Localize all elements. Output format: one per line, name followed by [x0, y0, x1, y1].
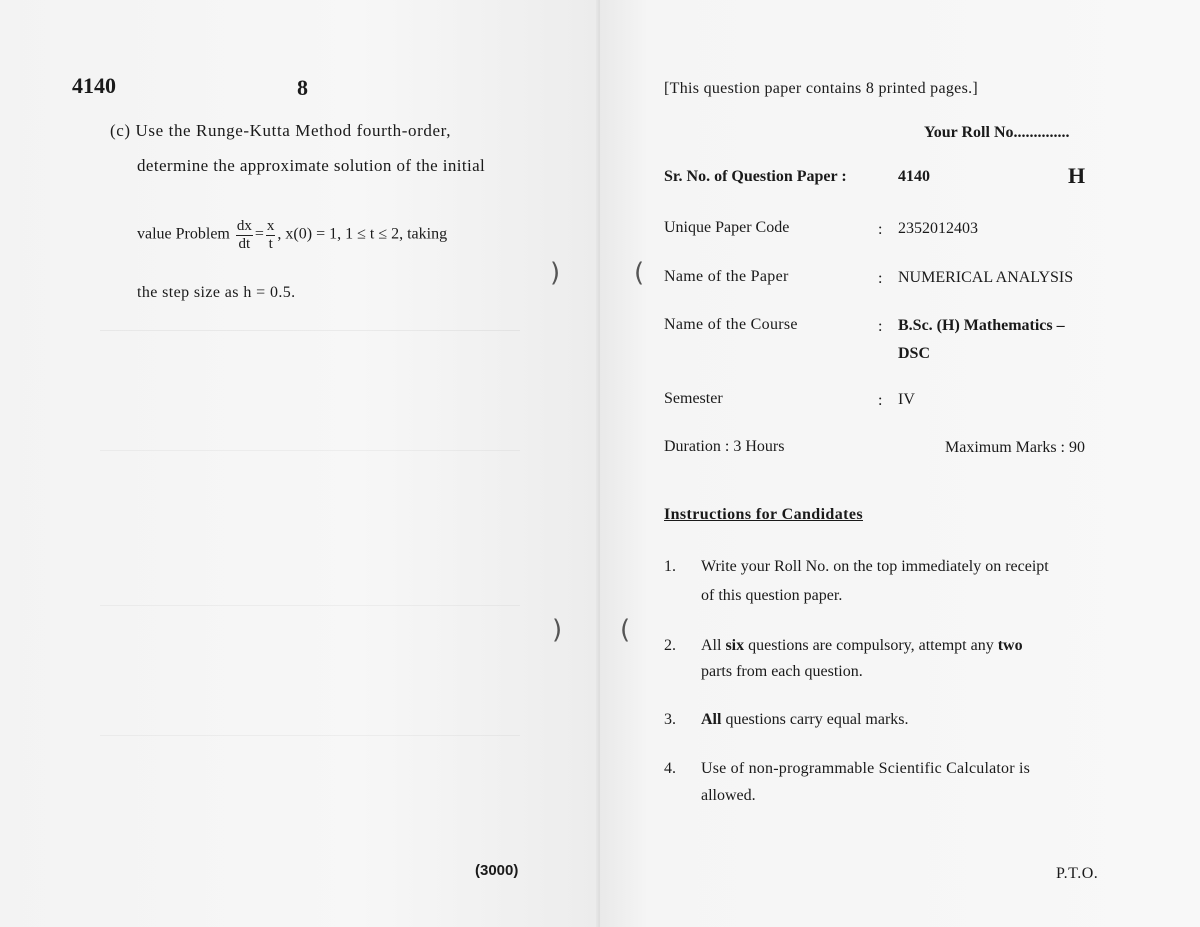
- instruction-text: All: [701, 637, 726, 654]
- field-label-unique-code: Unique Paper Code: [664, 219, 790, 236]
- instruction-3-line1: [701, 711, 909, 729]
- question-text: , x(0) = 1, 1 ≤ t ≤ 2, taking: [277, 225, 448, 243]
- instruction-text: questions carry equal marks.: [721, 711, 909, 728]
- instruction-1-line2: of this question paper.: [701, 587, 843, 604]
- fraction-denominator: dt: [238, 235, 251, 252]
- bleed-through-line: [100, 450, 520, 451]
- instruction-text: questions are compulsory, attempt any: [744, 637, 998, 654]
- question-label: (c): [110, 121, 131, 140]
- fraction-numerator: x: [266, 218, 275, 234]
- bleed-through-line: [100, 735, 520, 736]
- instruction-4-line1: Use of non-programmable Scientific Calculator is: [701, 760, 1031, 777]
- instruction-1-line1: Write your Roll No. on the top immediately on receipt: [701, 558, 1049, 575]
- instruction-number: 2.: [664, 637, 676, 654]
- punch-hole-icon: ): [550, 258, 561, 288]
- fraction-denominator: t: [268, 235, 273, 252]
- bleed-through-line: [100, 330, 520, 331]
- field-label-semester: Semester: [664, 390, 723, 407]
- duration: Duration : 3 Hours: [664, 438, 785, 455]
- fraction-x-t: [266, 218, 276, 252]
- set-letter: H: [1068, 163, 1086, 188]
- question-c-line3: [137, 218, 447, 252]
- fraction-dx-dt: [236, 218, 253, 252]
- page-number: 8: [297, 75, 308, 100]
- field-colon: :: [878, 318, 883, 335]
- question-c-line4: the step size as h = 0.5.: [137, 284, 296, 301]
- field-colon: :: [878, 392, 883, 409]
- field-label-course: Name of the Course: [664, 316, 798, 333]
- field-value-semester: IV: [898, 391, 915, 408]
- right-page: [600, 0, 1200, 927]
- punch-hole-icon: ): [552, 615, 563, 645]
- field-value-course: B.Sc. (H) Mathematics –: [898, 317, 1065, 334]
- equals-sign: =: [254, 225, 264, 243]
- field-colon: :: [878, 221, 883, 238]
- sr-no-label: Sr. No. of Question Paper :: [664, 168, 847, 185]
- question-c-line1: [110, 121, 451, 141]
- bleed-through-line: [100, 605, 520, 606]
- max-marks: Maximum Marks : 90: [945, 439, 1085, 456]
- instructions-title: Instructions for Candidates: [664, 506, 863, 523]
- copies-count: (3000): [475, 862, 519, 879]
- instruction-number: 1.: [664, 558, 676, 575]
- instruction-4-line2: allowed.: [701, 787, 756, 804]
- instruction-number: 4.: [664, 760, 676, 777]
- question-text: value Problem: [137, 225, 230, 243]
- instruction-2-line1: [701, 637, 1023, 655]
- field-colon: :: [878, 270, 883, 287]
- field-label-paper-name: Name of the Paper: [664, 268, 789, 285]
- field-value-paper-name: NUMERICAL ANALYSIS: [898, 269, 1074, 286]
- instruction-emphasis: two: [997, 637, 1023, 654]
- instruction-2-line2: parts from each question.: [701, 663, 863, 680]
- paper-code: 4140: [72, 73, 116, 98]
- sr-no-value: 4140: [898, 168, 930, 185]
- field-value-unique-code: 2352012403: [898, 220, 978, 237]
- field-value-course-line2: DSC: [898, 345, 931, 362]
- instruction-number: 3.: [664, 711, 676, 728]
- fraction-numerator: dx: [236, 218, 252, 234]
- roll-number-field: Your Roll No..............: [924, 124, 1070, 141]
- header-note: [This question paper contains 8 printed pages.]: [664, 80, 979, 97]
- pto-marker: P.T.O.: [1056, 865, 1099, 882]
- instruction-emphasis: All: [701, 711, 722, 728]
- question-c-line2: determine the approximate solution of the initial: [137, 156, 486, 175]
- punch-hole-icon: (: [634, 258, 645, 288]
- instruction-emphasis: six: [725, 637, 745, 654]
- punch-hole-icon: (: [620, 615, 631, 645]
- question-text: Use the Runge-Kutta Method fourth-order,: [135, 121, 452, 140]
